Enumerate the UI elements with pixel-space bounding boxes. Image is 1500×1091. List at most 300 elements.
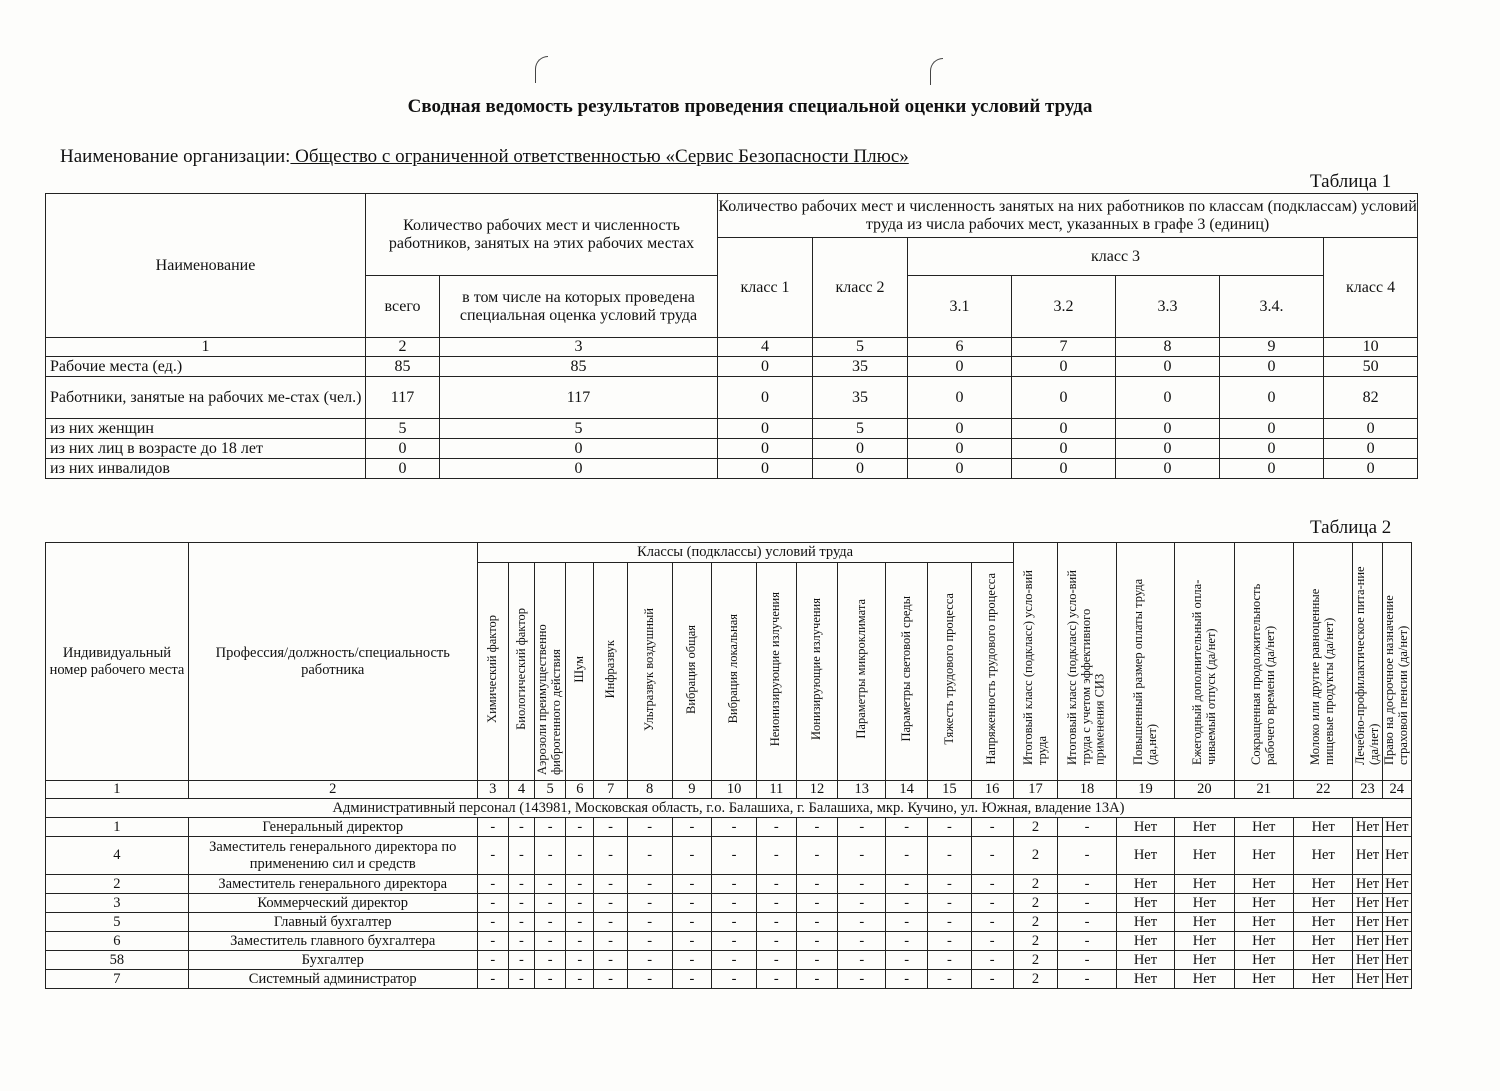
t1-header-class1: класс 1	[718, 238, 813, 338]
t1-colnum: 10	[1324, 338, 1418, 357]
table2-workplace-conditions	[45, 542, 1412, 989]
t1-row-label: из них инвалидов	[46, 459, 366, 479]
t2-header-factor	[886, 563, 928, 781]
t2-colnum: 1	[46, 781, 189, 799]
t2-factor-cell: -	[971, 875, 1013, 894]
t1-cell: 0	[1116, 439, 1220, 459]
t2-column-numbers	[46, 781, 1412, 799]
t1-cell: 0	[1220, 377, 1324, 419]
t2-profession: Бухгалтер	[188, 951, 477, 970]
t1-cell: 117	[366, 377, 440, 419]
t2-header-summary-text: Лечебно-профилактическое пита-ние (да/нет)	[1352, 566, 1381, 765]
t1-colnum: 2	[366, 338, 440, 357]
t2-header-factor-text: Ионизирующие излучения	[809, 597, 824, 741]
t2-factor-cell: -	[508, 932, 534, 951]
t2-factor-cell: -	[886, 818, 928, 837]
t2-factor-cell: -	[477, 894, 508, 913]
t2-factor-cell: -	[712, 913, 757, 932]
t2-guarantee-cell: Нет	[1382, 894, 1411, 913]
t2-guarantee-cell: Нет	[1353, 894, 1382, 913]
t2-guarantee-cell: Нет	[1353, 932, 1382, 951]
t2-header-summary-text: Право на досрочное назначение страховой пенсии (да/нет)	[1382, 595, 1410, 765]
t2-colnum: 12	[796, 781, 838, 799]
t1-cell: 0	[1324, 459, 1418, 479]
t1-header-class3: класс 3	[908, 238, 1324, 276]
t2-header-factor	[971, 563, 1013, 781]
t2-final-class: 2	[1013, 894, 1058, 913]
t2-factor-cell: -	[927, 875, 971, 894]
t2-guarantee-cell: Нет	[1293, 932, 1352, 951]
t2-factor-cell: -	[672, 970, 712, 989]
t2-factor-cell: -	[796, 951, 838, 970]
t1-cell: 0	[1116, 357, 1220, 377]
t2-guarantee-cell: Нет	[1175, 875, 1234, 894]
t2-factor-cell: -	[712, 970, 757, 989]
t1-cell: 0	[718, 357, 813, 377]
t2-guarantee-cell: Нет	[1175, 970, 1234, 989]
t2-row	[46, 951, 1412, 970]
organization-line	[60, 146, 909, 168]
t2-factor-cell: -	[796, 932, 838, 951]
t1-column-numbers	[46, 338, 1418, 357]
t1-cell: 0	[718, 419, 813, 439]
document-title: Сводная ведомость результатов проведения специальной оценки условий труда	[407, 96, 1093, 117]
t1-cell: 0	[440, 459, 718, 479]
t2-factor-cell: -	[627, 932, 672, 951]
t2-guarantee-cell: Нет	[1353, 875, 1382, 894]
t2-factor-cell: -	[757, 837, 797, 875]
t2-factor-cell: -	[534, 875, 565, 894]
t2-final-class-siz: -	[1058, 894, 1116, 913]
t2-factor-cell: -	[534, 837, 565, 875]
t2-factor-cell: -	[712, 951, 757, 970]
t2-header-summary-text: Ежегодный дополнительный опла-чиваемый отпуск (да/нет)	[1189, 579, 1218, 765]
t2-header-factor	[838, 563, 886, 781]
t2-factor-cell: -	[672, 818, 712, 837]
t2-factor-cell: -	[971, 913, 1013, 932]
t2-profession: Заместитель генерального директора	[188, 875, 477, 894]
t2-final-class-siz: -	[1058, 951, 1116, 970]
t2-factor-cell: -	[838, 894, 886, 913]
t2-factor-cell: -	[796, 818, 838, 837]
t1-cell: 0	[1220, 357, 1324, 377]
t2-header-summary-text: Итоговый класс (подкласс) усло-вий труда	[1020, 570, 1049, 765]
t2-guarantee-cell: Нет	[1382, 913, 1411, 932]
t2-final-class-siz: -	[1058, 913, 1116, 932]
t1-cell: 0	[908, 377, 1012, 419]
t1-cell: 0	[718, 459, 813, 479]
t2-final-class: 2	[1013, 932, 1058, 951]
t1-row-label: Работники, занятые на рабочих ме-стах (чел.)	[46, 377, 366, 419]
t2-header-factor-text: Ультразвук воздушный	[641, 607, 656, 731]
t1-header-assessed: в том числе на которых проведена специальная оценка условий труда	[440, 276, 718, 338]
t2-guarantee-cell: Нет	[1293, 837, 1352, 875]
t2-workplace-id: 4	[46, 837, 189, 875]
t2-factor-cell: -	[627, 913, 672, 932]
t2-colnum: 20	[1175, 781, 1234, 799]
t1-cell: 82	[1324, 377, 1418, 419]
t2-factor-cell: -	[477, 970, 508, 989]
t2-guarantee-cell: Нет	[1234, 932, 1293, 951]
t1-row	[46, 419, 1418, 439]
t2-factor-cell: -	[627, 894, 672, 913]
t2-factor-cell: -	[566, 913, 594, 932]
t2-factor-cell: -	[886, 970, 928, 989]
t2-factor-cell: -	[796, 970, 838, 989]
t1-cell: 5	[366, 419, 440, 439]
t2-header-factor	[477, 563, 508, 781]
t2-header-classes: Классы (подклассы) условий труда	[477, 543, 1013, 563]
t2-factor-cell: -	[796, 875, 838, 894]
t2-factor-cell: -	[927, 818, 971, 837]
t2-guarantee-cell: Нет	[1234, 875, 1293, 894]
t1-colnum: 5	[813, 338, 908, 357]
t2-profession: Коммерческий директор	[188, 894, 477, 913]
t2-guarantee-cell: Нет	[1234, 951, 1293, 970]
t2-factor-cell: -	[838, 818, 886, 837]
t1-cell: 0	[366, 459, 440, 479]
t2-colnum: 14	[886, 781, 928, 799]
signature-mark-left	[535, 56, 548, 83]
t2-guarantee-cell: Нет	[1293, 951, 1352, 970]
t2-guarantee-cell: Нет	[1293, 818, 1352, 837]
t1-cell: 0	[440, 439, 718, 459]
t2-guarantee-cell: Нет	[1234, 837, 1293, 875]
t2-header-factor	[757, 563, 797, 781]
t2-header-factor	[672, 563, 712, 781]
t2-factor-cell: -	[534, 818, 565, 837]
t1-header-3-1: 3.1	[908, 276, 1012, 338]
t1-colnum: 4	[718, 338, 813, 357]
t2-guarantee-cell: Нет	[1175, 951, 1234, 970]
t1-cell: 5	[813, 419, 908, 439]
t2-factor-cell: -	[534, 951, 565, 970]
t2-factor-cell: -	[508, 818, 534, 837]
t2-guarantee-cell: Нет	[1234, 970, 1293, 989]
t2-factor-cell: -	[886, 913, 928, 932]
t2-factor-cell: -	[712, 875, 757, 894]
t2-factor-cell: -	[477, 951, 508, 970]
t1-cell: 5	[440, 419, 718, 439]
t2-guarantee-cell: Нет	[1175, 818, 1234, 837]
table2-label: Таблица 2	[1310, 517, 1392, 538]
t2-header-factor	[594, 563, 627, 781]
t2-colnum: 4	[508, 781, 534, 799]
t2-factor-cell: -	[594, 837, 627, 875]
t2-final-class-siz: -	[1058, 837, 1116, 875]
t2-colnum: 17	[1013, 781, 1058, 799]
t2-header-factor-text: Химический фактор	[484, 615, 499, 723]
t2-factor-cell: -	[566, 818, 594, 837]
t1-cell: 0	[908, 439, 1012, 459]
t1-row	[46, 459, 1418, 479]
t2-factor-cell: -	[838, 837, 886, 875]
t2-guarantee-cell: Нет	[1116, 932, 1174, 951]
t2-factor-cell: -	[627, 951, 672, 970]
t1-colnum: 1	[46, 338, 366, 357]
t1-cell: 0	[1324, 419, 1418, 439]
t2-colnum: 2	[188, 781, 477, 799]
t2-factor-cell: -	[672, 913, 712, 932]
t2-factor-cell: -	[838, 875, 886, 894]
t2-factor-cell: -	[927, 894, 971, 913]
t2-factor-cell: -	[477, 818, 508, 837]
t1-cell: 0	[1220, 419, 1324, 439]
t2-factor-cell: -	[508, 970, 534, 989]
t2-factor-cell: -	[534, 970, 565, 989]
t2-factor-cell: -	[534, 894, 565, 913]
t2-factor-cell: -	[627, 837, 672, 875]
t2-header-summary-5	[1234, 543, 1293, 781]
t2-guarantee-cell: Нет	[1234, 913, 1293, 932]
t2-header-summary-6	[1293, 543, 1352, 781]
t1-cell: 0	[1012, 377, 1116, 419]
t2-guarantee-cell: Нет	[1382, 837, 1411, 875]
t2-factor-cell: -	[838, 932, 886, 951]
t2-workplace-id: 7	[46, 970, 189, 989]
t2-factor-cell: -	[477, 837, 508, 875]
t2-final-class: 2	[1013, 951, 1058, 970]
t2-factor-cell: -	[594, 875, 627, 894]
t2-factor-cell: -	[971, 837, 1013, 875]
t2-guarantee-cell: Нет	[1175, 913, 1234, 932]
t2-factor-cell: -	[886, 875, 928, 894]
t2-profession: Главный бухгалтер	[188, 913, 477, 932]
t2-factor-cell: -	[534, 932, 565, 951]
t2-final-class: 2	[1013, 970, 1058, 989]
t2-factor-cell: -	[672, 837, 712, 875]
t1-cell: 0	[366, 439, 440, 459]
t2-factor-cell: -	[508, 875, 534, 894]
t2-workplace-id: 1	[46, 818, 189, 837]
t2-header-factor	[508, 563, 534, 781]
t2-factor-cell: -	[566, 875, 594, 894]
t1-header-3-2: 3.2	[1012, 276, 1116, 338]
t2-header-factor	[627, 563, 672, 781]
t2-guarantee-cell: Нет	[1293, 875, 1352, 894]
t2-guarantee-cell: Нет	[1116, 894, 1174, 913]
t2-factor-cell: -	[886, 837, 928, 875]
t1-row-label: из них женщин	[46, 419, 366, 439]
t2-final-class-siz: -	[1058, 875, 1116, 894]
t2-profession: Генеральный директор	[188, 818, 477, 837]
t2-factor-cell: -	[757, 951, 797, 970]
t2-factor-cell: -	[971, 932, 1013, 951]
t2-colnum: 7	[594, 781, 627, 799]
t2-guarantee-cell: Нет	[1353, 837, 1382, 875]
t2-guarantee-cell: Нет	[1116, 818, 1174, 837]
t2-header-factor-text: Вибрация локальная	[726, 614, 741, 724]
t2-colnum: 6	[566, 781, 594, 799]
t2-guarantee-cell: Нет	[1293, 913, 1352, 932]
t2-factor-cell: -	[566, 932, 594, 951]
t2-workplace-id: 2	[46, 875, 189, 894]
t1-cell: 0	[908, 357, 1012, 377]
t2-factor-cell: -	[927, 970, 971, 989]
t2-row	[46, 818, 1412, 837]
t1-header-class4: класс 4	[1324, 238, 1418, 338]
t2-header-factor-text: Напряженность трудового процесса	[984, 573, 999, 765]
t2-colnum: 16	[971, 781, 1013, 799]
t2-factor-cell: -	[594, 818, 627, 837]
t2-workplace-id: 3	[46, 894, 189, 913]
t2-guarantee-cell: Нет	[1116, 837, 1174, 875]
t1-cell: 0	[718, 377, 813, 419]
t2-header-factor	[927, 563, 971, 781]
t2-final-class-siz: -	[1058, 818, 1116, 837]
t2-guarantee-cell: Нет	[1175, 837, 1234, 875]
t1-header-3-3: 3.3	[1116, 276, 1220, 338]
t2-row	[46, 970, 1412, 989]
t2-guarantee-cell: Нет	[1175, 932, 1234, 951]
t2-factor-cell: -	[477, 875, 508, 894]
t2-factor-cell: -	[838, 951, 886, 970]
t2-colnum: 10	[712, 781, 757, 799]
t1-cell: 0	[1012, 459, 1116, 479]
t2-guarantee-cell: Нет	[1353, 970, 1382, 989]
t2-guarantee-cell: Нет	[1116, 875, 1174, 894]
t2-factor-cell: -	[712, 837, 757, 875]
t2-final-class: 2	[1013, 837, 1058, 875]
t2-factor-cell: -	[757, 894, 797, 913]
t2-colnum: 13	[838, 781, 886, 799]
t2-guarantee-cell: Нет	[1382, 875, 1411, 894]
t1-cell: 0	[1220, 459, 1324, 479]
t1-cell: 35	[813, 377, 908, 419]
t2-guarantee-cell: Нет	[1234, 818, 1293, 837]
t2-header-factor-text: Биологический фактор	[513, 608, 528, 730]
t1-cell: 85	[366, 357, 440, 377]
t2-header-factor-text: Параметры микроклимата	[853, 599, 868, 739]
t1-row	[46, 377, 1418, 419]
t2-header-summary-1	[1013, 543, 1058, 781]
t1-colnum: 7	[1012, 338, 1116, 357]
t1-row-label: из них лиц в возрасте до 18 лет	[46, 439, 366, 459]
t2-factor-cell: -	[477, 913, 508, 932]
t1-cell: 0	[908, 459, 1012, 479]
t2-final-class-siz: -	[1058, 932, 1116, 951]
t2-factor-cell: -	[757, 875, 797, 894]
t2-colnum: 19	[1116, 781, 1174, 799]
t2-header-summary-text: Итоговый класс (подкласс) усло-вий труда с учетом эффективного применения СИЗ	[1065, 570, 1107, 765]
t2-header-summary-8	[1382, 543, 1411, 781]
t2-header-summary-text: Сокращенная продолжительность рабочего времени (да/нет)	[1249, 583, 1277, 765]
t2-header-factor-text: Аэрозоли преимущественно фиброгенного действия	[535, 624, 564, 775]
t2-row	[46, 913, 1412, 932]
t1-cell: 0	[1116, 419, 1220, 439]
t2-factor-cell: -	[971, 951, 1013, 970]
t2-header-factor	[566, 563, 594, 781]
t2-factor-cell: -	[627, 970, 672, 989]
t2-factor-cell: -	[757, 932, 797, 951]
t2-header-factor	[534, 563, 565, 781]
t2-factor-cell: -	[796, 913, 838, 932]
t2-header-factor-text: Неионизирующие излучения	[768, 591, 783, 747]
t2-factor-cell: -	[971, 818, 1013, 837]
t1-colnum: 9	[1220, 338, 1324, 357]
t2-header-summary-3	[1116, 543, 1174, 781]
t2-guarantee-cell: Нет	[1382, 951, 1411, 970]
t2-factor-cell: -	[672, 951, 712, 970]
t2-header-factor-text: Инфразвук	[602, 639, 617, 699]
t2-factor-cell: -	[566, 951, 594, 970]
t2-header-factor-text: Параметры световой среды	[898, 596, 913, 742]
t2-factor-cell: -	[477, 932, 508, 951]
t1-cell: 0	[1324, 439, 1418, 459]
t2-workplace-id: 6	[46, 932, 189, 951]
t2-guarantee-cell: Нет	[1293, 894, 1352, 913]
t2-guarantee-cell: Нет	[1116, 913, 1174, 932]
t2-colnum: 18	[1058, 781, 1116, 799]
t2-factor-cell: -	[971, 970, 1013, 989]
t1-row	[46, 357, 1418, 377]
t1-cell: 85	[440, 357, 718, 377]
table1-workplaces-summary	[45, 193, 1418, 479]
t2-guarantee-cell: Нет	[1116, 970, 1174, 989]
signature-mark-right	[930, 58, 943, 85]
t2-factor-cell: -	[927, 837, 971, 875]
t2-guarantee-cell: Нет	[1353, 818, 1382, 837]
t2-header-summary-2	[1058, 543, 1116, 781]
t2-factor-cell: -	[627, 875, 672, 894]
t2-section-admin: Административный персонал (143981, Московская область, г.о. Балашиха, г. Балашиха, мкр. Кучино, ул. Южная, владение 13А)	[46, 799, 1412, 818]
t2-factor-cell: -	[712, 932, 757, 951]
t2-colnum: 9	[672, 781, 712, 799]
t2-colnum: 24	[1382, 781, 1411, 799]
t2-final-class: 2	[1013, 875, 1058, 894]
t1-header-total: всего	[366, 276, 440, 338]
t2-factor-cell: -	[796, 837, 838, 875]
t2-row	[46, 932, 1412, 951]
t1-header-3-4: 3.4.	[1220, 276, 1324, 338]
t2-colnum: 23	[1353, 781, 1382, 799]
t1-header-count: Количество рабочих мест и численность работников, занятых на этих рабочих местах	[366, 194, 718, 276]
t2-guarantee-cell: Нет	[1353, 951, 1382, 970]
t1-header-classes: Количество рабочих мест и численность занятых на них работников по классам (подклассам) условий труда из числа рабочих мест, указанных в графе 3 (единиц)	[718, 194, 1418, 238]
t1-row-label: Рабочие места (ед.)	[46, 357, 366, 377]
t2-profession: Заместитель генерального директора по применению сил и средств	[188, 837, 477, 875]
t2-profession: Заместитель главного бухгалтера	[188, 932, 477, 951]
t2-factor-cell: -	[886, 951, 928, 970]
t2-colnum: 22	[1293, 781, 1352, 799]
t2-row	[46, 837, 1412, 875]
t2-profession: Системный администратор	[188, 970, 477, 989]
t2-guarantee-cell: Нет	[1353, 913, 1382, 932]
t2-factor-cell: -	[627, 818, 672, 837]
t2-row	[46, 875, 1412, 894]
t1-cell: 0	[813, 439, 908, 459]
t2-row	[46, 894, 1412, 913]
t2-factor-cell: -	[971, 894, 1013, 913]
t1-cell: 0	[1116, 377, 1220, 419]
t1-colnum: 3	[440, 338, 718, 357]
t2-factor-cell: -	[672, 875, 712, 894]
t2-factor-cell: -	[594, 932, 627, 951]
t2-header-factor-text: Вибрация общая	[684, 624, 698, 714]
t2-header-factor	[796, 563, 838, 781]
t2-factor-cell: -	[927, 951, 971, 970]
t2-factor-cell: -	[534, 913, 565, 932]
t2-factor-cell: -	[796, 894, 838, 913]
t2-header-factor-text: Тяжесть трудового процесса	[941, 593, 956, 745]
t1-cell: 117	[440, 377, 718, 419]
t1-cell: 0	[718, 439, 813, 459]
t2-header-factor-text: Шум	[571, 655, 586, 683]
t2-header-id: Индивидуальный номер рабочего места	[46, 543, 189, 781]
t2-factor-cell: -	[757, 913, 797, 932]
t2-colnum: 15	[927, 781, 971, 799]
t2-colnum: 21	[1234, 781, 1293, 799]
